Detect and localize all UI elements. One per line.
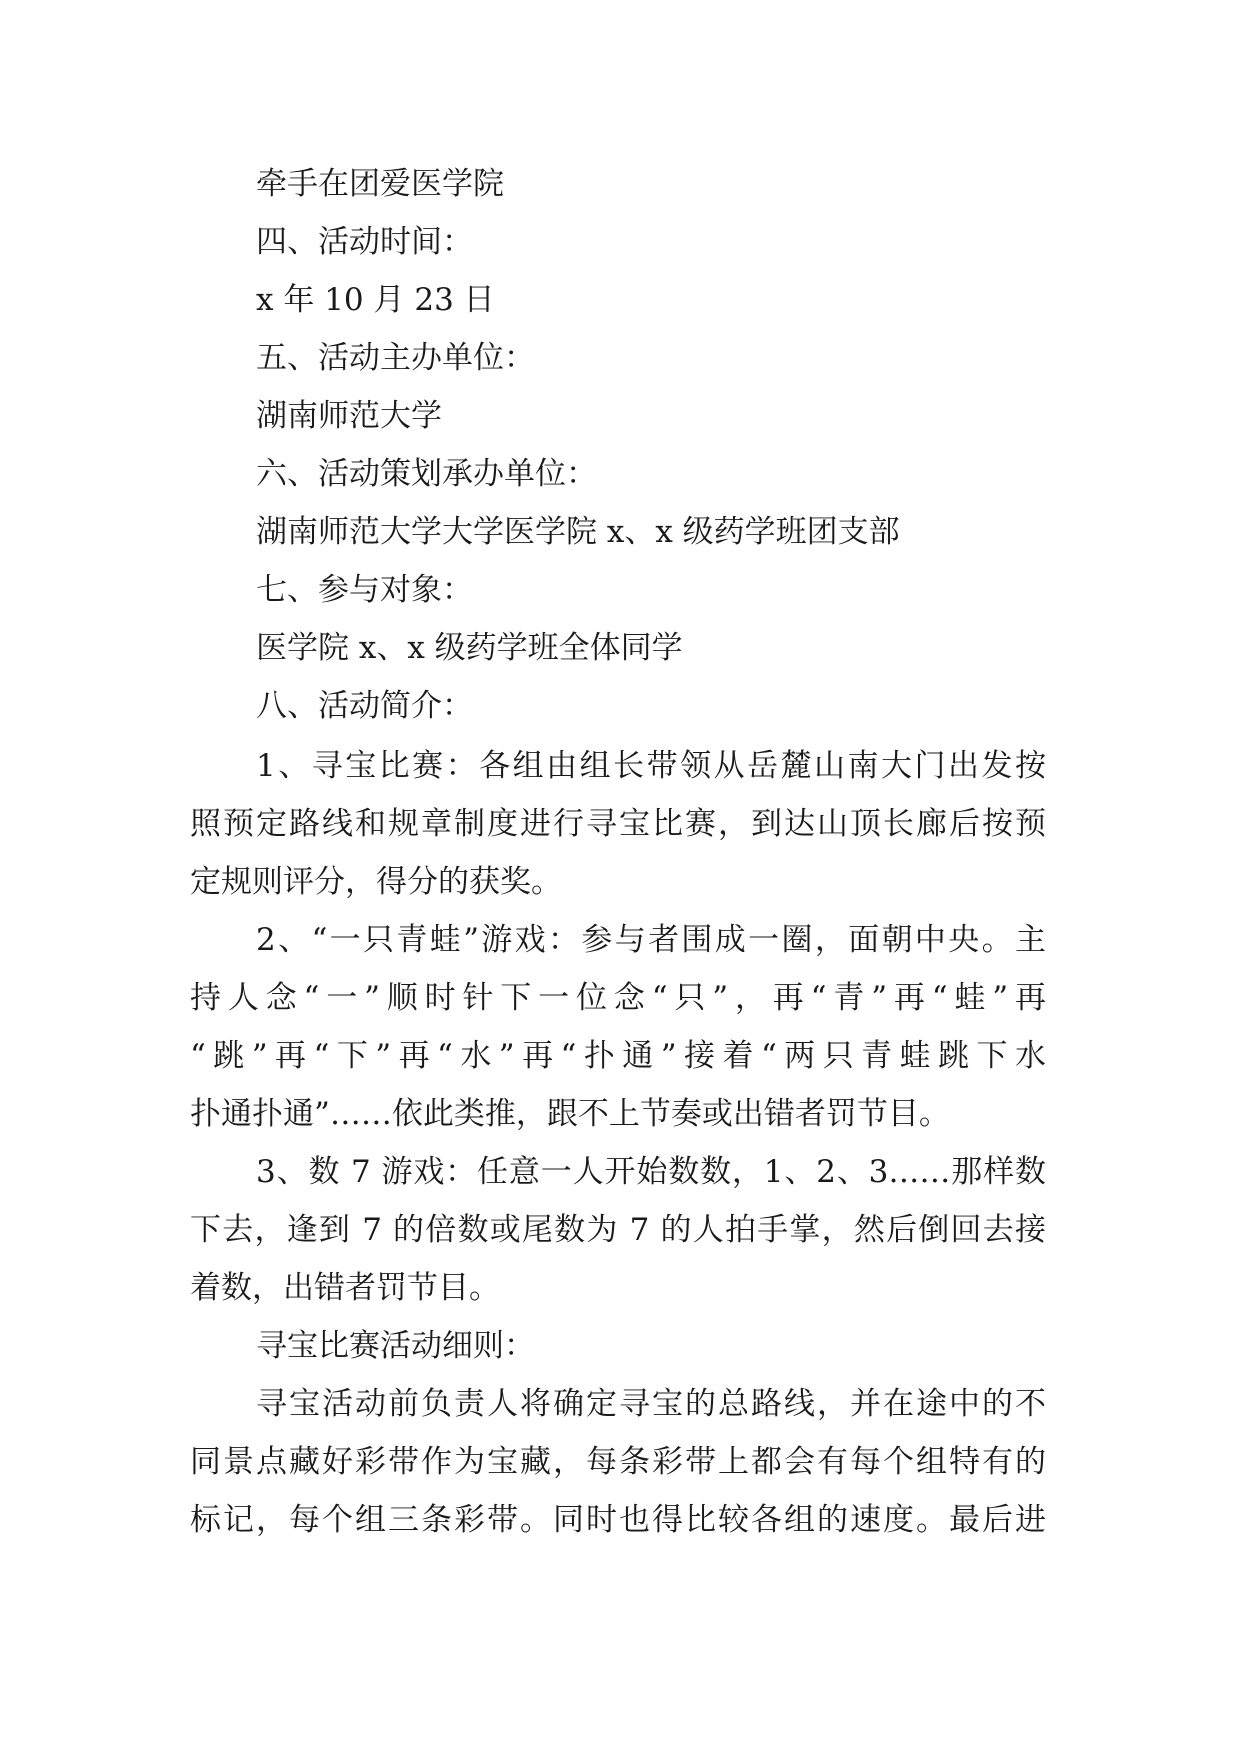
paragraph-line: 寻宝活动前负责人将确定寻宝的总路线，并在途中的不 [256,1386,1046,1422]
paragraph-line: 同景点藏好彩带作为宝藏，每条彩带上都会有每个组特有的 [190,1444,1046,1480]
section-title-line: 牵手在团爱医学院 [256,166,504,202]
heading-activity-time: 四、活动时间： [256,224,473,260]
paragraph-line: 定规则评分，得分的获奖。 [190,864,562,900]
paragraph-line: 2、“一只青蛙”游戏：参与者围成一圈，面朝中央。主 [256,922,1046,958]
participants: 医学院 x、x 级药学班全体同学 [256,630,683,666]
organizer-name: 湖南师范大学 [256,398,442,434]
heading-planner: 六、活动策划承办单位： [256,456,597,492]
paragraph-line: 3、数 7 游戏：任意一人开始数数，1、2、3……那样数 [256,1154,1046,1190]
heading-activity-intro: 八、活动简介： [256,688,473,724]
paragraph-line: 持人念“一”顺时针下一位念“只”，再“青”再“蛙”再 [190,980,1046,1016]
heading-organizer: 五、活动主办单位： [256,340,535,376]
paragraph-line: 1、寻宝比赛：各组由组长带领从岳麓山南大门出发按 [256,748,1046,784]
paragraph-line: 照预定路线和规章制度进行寻宝比赛，到达山顶长廊后按预 [190,806,1046,842]
paragraph-line: 标记，每个组三条彩带。同时也得比较各组的速度。最后进 [190,1502,1046,1538]
paragraph-line: 扑通扑通”……依此类推，跟不上节奏或出错者罚节目。 [190,1096,950,1132]
planner-name: 湖南师范大学大学医学院 x、x 级药学班团支部 [256,514,900,550]
heading-participants: 七、参与对象： [256,572,473,608]
paragraph-line: 着数，出错者罚节目。 [190,1270,500,1306]
paragraph-line: 下去，逢到 7 的倍数或尾数为 7 的人拍手掌，然后倒回去接 [190,1212,1046,1248]
heading-treasure-rules: 寻宝比赛活动细则： [256,1328,535,1364]
activity-date: x 年 10 月 23 日 [256,282,495,318]
paragraph-line: “跳”再“下”再“水”再“扑通”接着“两只青蛙跳下水 [190,1038,1046,1074]
